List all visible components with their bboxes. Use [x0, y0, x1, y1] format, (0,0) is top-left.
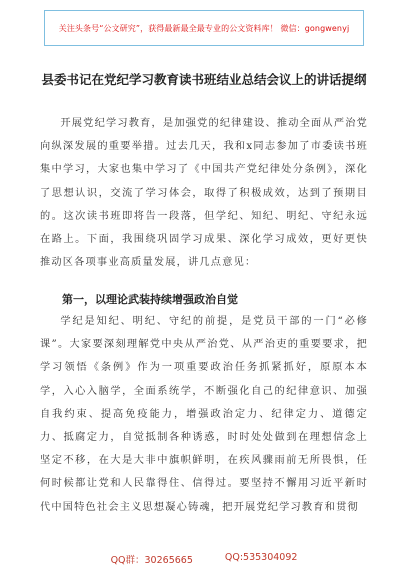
- section-heading-1: 第一，以理论武装持续增强政治自觉: [62, 293, 238, 306]
- document-title: 县委书记在党纪学习教育读书班结业总结会议上的讲话提纲: [41, 72, 367, 87]
- section-1-paragraph: 学纪是知纪、明纪、守纪的前提，是党员干部的一门“必修课”。大家要深刻理解党中央从严治党、从严治吏的重要要求，把学习领悟《条例》作为一项重要政治任务抓紧抓好，原原本本学，入心入脑学，全面系统学，不断强化自己的纪律意识、加强自我约束、提高免疫能力，增强政治定力、纪律定力、道德定力、抵腐定力，自觉抵制各种诱惑，时时处处做到在理想信念上坚定不移，在大是大非中旗帜鲜明，在疾风骤雨前无所畏惧，任何时候都让党和人民靠得住、信得过。要坚持不懈用习近平新时代中国特色社会主义思想凝心铸魂，把开展党纪学习教育和贯彻: [40, 316, 368, 513]
- footer-contact: [0, 552, 408, 570]
- footer-qq-group: QQ群：30265665: [110, 555, 193, 566]
- intro-paragraph: 开展党纪学习教育，是加强党的纪律建设、推动全面从严治党向纵深发展的重要举措。过去几天，我和x同志参加了市委读书班集中学习，大家也集中学习了《中国共产党纪律处分条例》，深化了思想认识，交流了学习体会，取得了积极成效，达到了预期目的。这次读书班即将告一段落，但学纪、知纪、明纪、守纪永远在路上。下面，我围绕巩固学习成果、深化学习成效，更好更快推动区各项事业高质量发展，讲几点意见：: [40, 118, 368, 269]
- header-notice-text: 关注头条号“公文研究”，获得最新最全最专业的公文资料库！ 微信：gongwenyj: [58, 23, 350, 33]
- header-notice-box: [44, 10, 364, 46]
- footer-qq-number: QQ:535304092: [224, 552, 298, 563]
